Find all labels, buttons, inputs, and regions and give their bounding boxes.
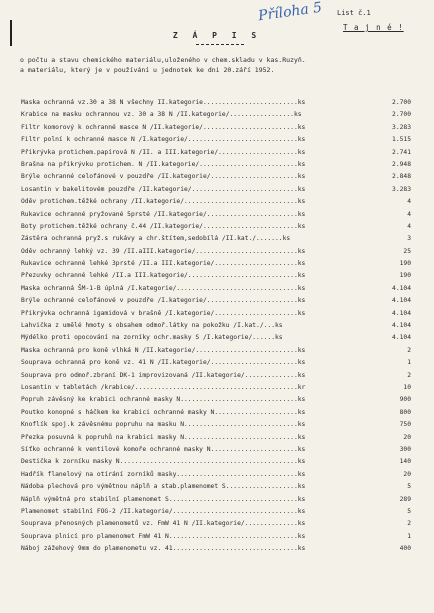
list-item	[0, 196, 434, 208]
list-item	[0, 233, 434, 245]
list-item	[0, 394, 434, 406]
item-quantity: 4.104	[392, 322, 411, 330]
item-description: Brýle ochranné celofánové v pouzdře /I.kategorie/........................ks	[21, 297, 306, 305]
document-title: Z Á P I S	[172, 31, 262, 40]
item-description: Krabice na masku ochrannou vz. 30 a 38 N /II.kategorie/.................ks	[21, 111, 302, 119]
item-quantity: 20	[403, 433, 411, 441]
list-item	[0, 109, 434, 121]
item-quantity: 2.700	[392, 111, 411, 119]
item-description: Brýle ochranné celofánové v pouzdře /II.kategorie/.......................ks	[21, 173, 306, 181]
item-description: Souprava přenosných plamenometů vz. FmW 41 N /II.kategorie/..............ks	[21, 520, 306, 528]
item-quantity: 10	[403, 383, 411, 391]
item-description: Oděv protichem.těžké ochrany /II.kategorie/..............................ks	[21, 198, 306, 206]
item-description: Filtr komorový k ochranné masce N /II.kategorie/.........................ks	[21, 123, 306, 131]
list-item	[0, 543, 434, 555]
list-item	[0, 97, 434, 109]
item-description: Brašna na přikrývku protichem. N /II.kategorie/..........................ks	[21, 160, 306, 168]
intro-line: o počtu a stavu chemického materiálu,uloženého v chem.skladu v kas.Ruzyň.	[20, 56, 306, 64]
item-description: Náboj zážehový 9mm do plamenometu vz. 41.................................ks	[21, 545, 306, 553]
item-quantity: 3.283	[392, 185, 411, 193]
list-item	[0, 432, 434, 444]
list-item	[0, 494, 434, 506]
item-quantity: 300	[399, 445, 411, 453]
list-item	[0, 270, 434, 282]
item-description: Přikrývka protichem.papírová N /II. a III.kategorie/.....................ks	[21, 148, 306, 156]
classification-label: T a j n é !	[343, 23, 404, 32]
item-description: Hadřík flanelový na otírání zorníků masky................................ks	[21, 470, 306, 478]
item-description: Oděv ochranný lehký vz. 39 /II.aIII.kategorie/...........................ks	[21, 247, 306, 255]
item-quantity: 3.283	[392, 123, 411, 131]
item-description: Destička k zorníku masky N...............................................ks	[21, 458, 306, 466]
inventory-list	[0, 97, 434, 555]
list-item	[0, 407, 434, 419]
list-item	[0, 518, 434, 530]
item-quantity: 20	[403, 470, 411, 478]
item-quantity: 900	[399, 396, 411, 404]
list-item	[0, 134, 434, 146]
item-quantity: 5	[407, 507, 411, 515]
list-item	[0, 209, 434, 221]
item-description: Přezka posuvná k popruhů na krabici masky N..............................ks	[21, 433, 306, 441]
item-description: Plamenomet stabilní FOG-2 /II.kategorie/.................................ks	[21, 507, 306, 515]
item-quantity: 5	[407, 483, 411, 491]
item-quantity: 289	[399, 495, 411, 503]
item-quantity: 2.700	[392, 99, 411, 106]
item-quantity: 4	[407, 210, 411, 218]
item-quantity: 2.741	[392, 148, 411, 156]
list-item	[0, 147, 434, 159]
item-description: Mýdélko proti opocování na zorníky ochr.masky S /I.kategorie/......ks	[21, 334, 283, 342]
list-item	[0, 122, 434, 134]
item-description: Nádoba plechová pro výmětnou náplň a stab.plamenomet S...................ks	[21, 483, 306, 491]
item-description: Losantin v tabletách /krabice/...........................................kr	[21, 383, 306, 391]
list-item	[0, 308, 434, 320]
item-quantity: 2	[407, 346, 411, 354]
item-quantity: 4	[407, 198, 411, 206]
item-quantity: 2	[407, 520, 411, 528]
intro-line: a materiálu, který je v používání u jednotek ke dni 20.září 1952.	[20, 66, 275, 74]
list-item	[0, 456, 434, 468]
item-description: Lahvička z umělé hmoty s obsahem odmoř.látky na pokožku /I.kat./...ks	[21, 322, 283, 330]
item-quantity: 190	[399, 272, 411, 280]
list-item	[0, 357, 434, 369]
list-item	[0, 481, 434, 493]
item-quantity: 3	[407, 235, 411, 243]
item-quantity: 1	[407, 532, 411, 540]
list-item	[0, 283, 434, 295]
list-item	[0, 382, 434, 394]
item-quantity: 140	[399, 458, 411, 466]
item-quantity: 1.515	[392, 136, 411, 144]
list-item	[0, 184, 434, 196]
list-item	[0, 419, 434, 431]
item-description: Souprava pro odmoř.zbraní DK-1 improvizovaná /II.kategorie/..............ks	[21, 371, 306, 379]
list-item	[0, 506, 434, 518]
item-quantity: 1	[407, 359, 411, 367]
list-item	[0, 221, 434, 233]
item-description: Poutko konopné s háčkem ke krabici ochranné masky N......................ks	[21, 408, 306, 416]
item-description: Přikrývka ochranná igamidová v brašně /I.kategorie/......................ks	[21, 309, 306, 317]
list-item	[0, 295, 434, 307]
list-item	[0, 444, 434, 456]
list-item	[0, 345, 434, 357]
item-description: Rukavice ochranné lehké 3prsté /II.a III.kategorie/......................ks	[21, 260, 306, 268]
item-quantity: 2.948	[392, 160, 411, 168]
item-description: Náplň výmětná pro stabilní plamenomet S..................................ks	[21, 495, 306, 503]
list-item	[0, 258, 434, 270]
item-description: Síťko ochranné k ventilové komoře ochranné masky N.......................ks	[21, 445, 306, 453]
item-description: Rukavice ochranné pryžované 5prsté /II.kategorie/........................ks	[21, 210, 306, 218]
list-number: List č.1	[337, 9, 371, 17]
list-item	[0, 246, 434, 258]
item-quantity: 4	[407, 222, 411, 230]
item-description: Zástěra ochranná pryž.s rukávy a chr.štítem,sedobílá /II.kat./.......ks	[21, 235, 291, 243]
item-quantity: 190	[399, 260, 411, 268]
handwritten-note: Příloha 5	[257, 0, 324, 25]
item-quantity: 2.848	[392, 173, 411, 181]
item-quantity: 4.104	[392, 284, 411, 292]
list-item	[0, 159, 434, 171]
item-quantity: 4.104	[392, 297, 411, 305]
list-item	[0, 320, 434, 332]
list-item	[0, 332, 434, 344]
item-description: Maska ochranná vz.30 a 38 N všechny II.kategorie.........................ks	[21, 99, 306, 106]
item-description: Maska ochranná pro koně vlhká N /II.kategorie/...........................ks	[21, 346, 306, 354]
item-description: Souprava ochranná pro koně vz. 41 N /II.kategorie/.......................ks	[21, 359, 306, 367]
item-quantity: 800	[399, 408, 411, 416]
list-item	[0, 171, 434, 183]
title-underline	[196, 44, 244, 45]
item-quantity: 4.104	[392, 309, 411, 317]
list-item	[0, 531, 434, 543]
item-description: Maska ochranná ŠM-1-B úplná /I.kategorie/................................ks	[21, 284, 306, 292]
item-description: Souprava plnicí pro plamenomet FmW 41 N..................................ks	[21, 532, 306, 540]
item-description: Losantin v bakelitovém pouzdře /II.kategorie/............................ks	[21, 185, 306, 193]
item-description: Přezuvky ochranné lehké /II.a III.kategorie/.............................ks	[21, 272, 306, 280]
item-description: Popruh závěsný ke krabici ochranné masky N...............................ks	[21, 396, 306, 404]
item-quantity: 400	[399, 545, 411, 553]
list-item	[0, 370, 434, 382]
item-quantity: 750	[399, 421, 411, 429]
item-quantity: 25	[403, 247, 411, 255]
intro-paragraph	[20, 55, 306, 75]
item-description: Filtr polní k ochranné masce N /I.kategorie/.............................ks	[21, 136, 306, 144]
item-quantity: 4.104	[392, 334, 411, 342]
item-description: Boty protichem.těžké ochrany č.44 /II.kategorie/.........................ks	[21, 222, 306, 230]
list-item	[0, 469, 434, 481]
item-quantity: 2	[407, 371, 411, 379]
item-description: Knoflík spoj.k závěsnému popruhu na masku N..............................ks	[21, 421, 306, 429]
